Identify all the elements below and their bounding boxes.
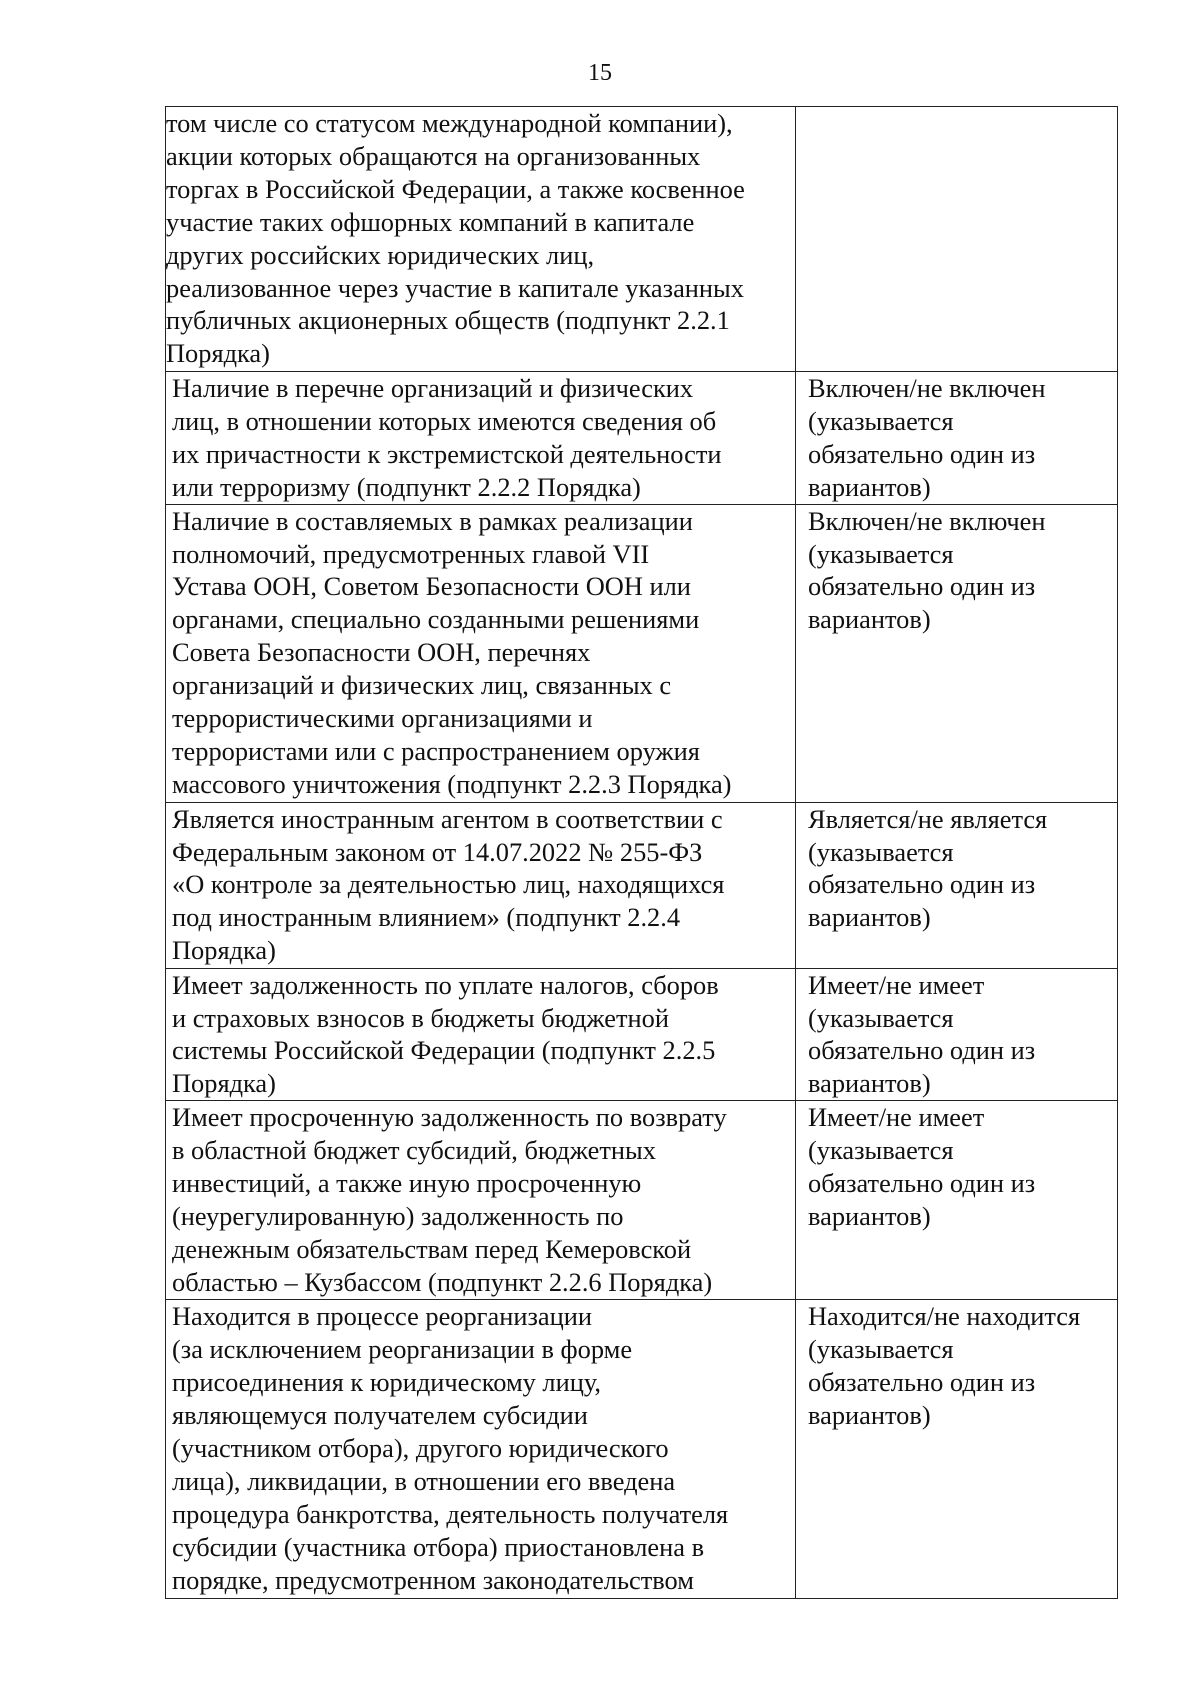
value-cell: Имеет/не имеет (указывается обязательно один из вариантов) [796, 1101, 1118, 1300]
table-row [166, 372, 1118, 505]
criterion-cell: Наличие в перечне организаций и физических лиц, в отношении которых имеются сведения об их причастности к экстремистской деятельности или терроризму (подпункт 2.2.2 Порядка) [166, 372, 796, 505]
table-row [166, 1300, 1118, 1599]
table-row [166, 968, 1118, 1101]
criterion-cell: Имеет задолженность по уплате налогов, сборов и страховых взносов в бюджеты бюджетной системы Российской Федерации (подпункт 2.2.5 Порядка) [166, 968, 796, 1101]
criterion-cell: Является иностранным агентом в соответствии с Федеральным законом от 14.07.2022 № 255-ФЗ «О контроле за деятельностью лиц, находящихся под иностранным влиянием» (подпункт 2.2.4 Порядка) [166, 802, 796, 968]
table-row [166, 802, 1118, 968]
value-cell: Включен/не включен (указывается обязательно один из вариантов) [796, 372, 1118, 505]
value-cell: Находится/не находится (указывается обязательно один из вариантов) [796, 1300, 1118, 1599]
value-cell: Включен/не включен (указывается обязательно один из вариантов) [796, 504, 1118, 802]
value-cell: Имеет/не имеет (указывается обязательно один из вариантов) [796, 968, 1118, 1101]
criterion-cell: Наличие в составляемых в рамках реализации полномочий, предусмотренных главой VII Устава ООН, Советом Безопасности ООН или органами, специально созданными решениями Совета Безопасности ООН, перечнях организаций и физических лиц, связанных с террористическими организациями и террористами или с распространением оружия массового уничтожения (подпункт 2.2.3 Порядка) [166, 504, 796, 802]
value-cell: Является/не является (указывается обязательно один из вариантов) [796, 802, 1118, 968]
value-cell [796, 107, 1118, 372]
criterion-cell: Находится в процессе реорганизации (за исключением реорганизации в форме присоединения к юридическому лицу, являющемуся получателем субсидии (участником отбора), другого юридического лица), ликвидации, в отношении его введена процедура банкротства, деятельность получателя субсидии (участника отбора) приостановлена в порядке, предусмотренном законодательством [166, 1300, 796, 1599]
criterion-cell: том числе со статусом международной компании), акции которых обращаются на организованных торгах в Российской Федерации, а также косвенное участие таких офшорных компаний в капитале других российских юридических лиц, реализованное через участие в капитале указанных публичных акционерных обществ (подпункт 2.2.1 Порядка) [166, 107, 796, 372]
page-number: 15 [588, 60, 612, 86]
table-row [166, 504, 1118, 802]
criterion-cell: Имеет просроченную задолженность по возврату в областной бюджет субсидий, бюджетных инвестиций, а также иную просроченную (неурегулированную) задолженность по денежным обязательствам перед Кемеровской областью – Кузбассом (подпункт 2.2.6 Порядка) [166, 1101, 796, 1300]
table-row [166, 1101, 1118, 1300]
requirements-table [165, 106, 1118, 1599]
table-row [166, 107, 1118, 372]
